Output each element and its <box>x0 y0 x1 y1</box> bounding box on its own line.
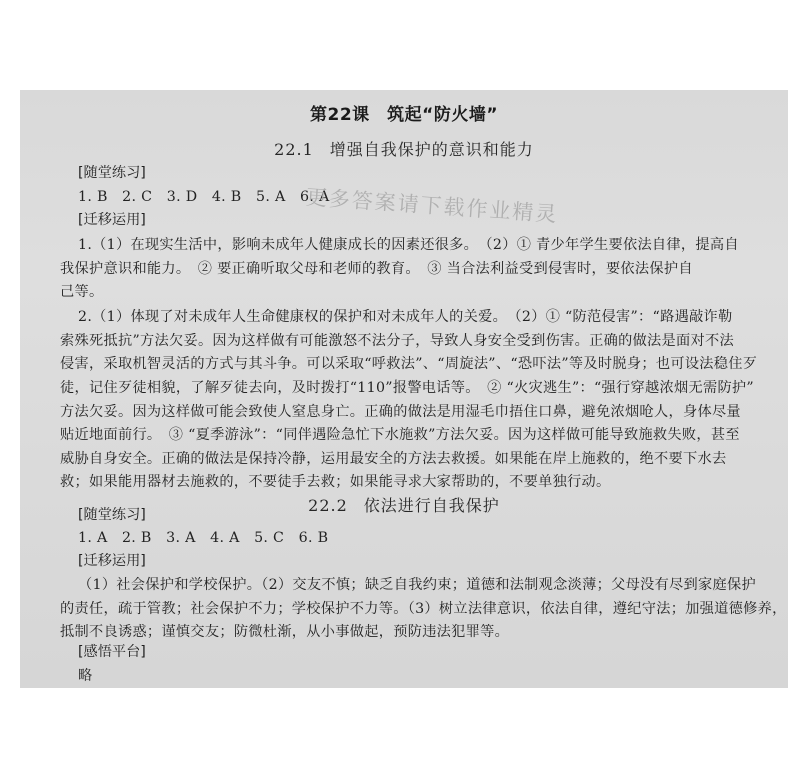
q2-line: 徒，记住歹徒相貌，了解歹徒去向，及时拨打“110”报警电话等。 ② “火灾逃生”：“强行穿越浓烟无需防护” <box>60 380 754 396</box>
section-2-title: 依法进行自我保护 <box>363 496 500 515</box>
q1-line: 己等。 <box>60 284 104 300</box>
q1-line: 我保护意识和能力。 ② 要正确听取父母和老师的教育。 ③ 当合法利益受到侵害时，要依法保护自 <box>60 261 693 277</box>
q2-line: 贴近地面前行。 ③ “夏季游泳”：“同伴遇险急忙下水施救”方法欠妥。因为这样做可能导致施救失败，甚至 <box>60 427 740 443</box>
section-2-practice-label: [随堂练习] <box>78 507 146 523</box>
answer-page <box>20 90 788 688</box>
section-2-reflect-label: [感悟平台] <box>78 644 146 660</box>
section-1-title: 增强自我保护的意识和能力 <box>329 140 534 159</box>
section-2-practice-answers: 1. A 2. B 3. A 4. A 5. C 6. B <box>78 530 329 546</box>
q2-line: 2.（1）体现了对未成年人生命健康权的保护和对未成年人的关爱。 （2）① “防范侵害”：“路遇敲诈勒 <box>78 309 733 325</box>
q2-line: 救；如果能用器材去施救的，不要徒手去救；如果能寻求大家帮助的，不要单独行动。 <box>60 474 611 490</box>
section-1-number: 22.1 <box>274 140 314 159</box>
section-2-apply-label: [迁移运用] <box>78 553 146 569</box>
section-2-answer-line: 抵制不良诱惑；谨慎交友；防微杜渐，从小事做起，预防违法犯罪等。 <box>60 624 510 640</box>
q2-line: 威胁自身安全。正确的做法是保持冷静，运用最安全的方法去救援。如果能在岸上施救的，绝不要下水去 <box>60 451 727 467</box>
section-1-practice-answers: 1. B 2. C 3. D 4. B 5. A 6. A <box>78 189 330 205</box>
section-1-heading <box>20 137 788 160</box>
watermark-text: 更多答案请下载作业精灵 <box>305 185 560 227</box>
section-2-answer-line: 的责任，疏于管教；社会保护不力；学校保护不力等。（3）树立法律意识，依法自律，遵纪守法；加强道德修养， <box>60 601 787 617</box>
section-1-apply-label: [迁移运用] <box>78 212 146 228</box>
q2-line: 侵害，采取机智灵活的方式与其斗争。可以采取“呼救法”、“周旋法”、“恐吓法”等及时脱身；也可设法稳住歹 <box>60 356 758 372</box>
q2-line: 方法欠妥。因为这样做可能会致使人窒息身亡。正确的做法是用湿毛巾捂住口鼻，避免浓烟呛人，身体尽量 <box>60 404 741 420</box>
section-2-number: 22.2 <box>308 496 348 515</box>
lesson-title: 第22课 筑起“防火墙” <box>309 105 498 125</box>
q2-line: 索殊死抵抗”方法欠妥。因为这样做有可能激怒不法分子，导致人身安全受到伤害。正确的做法是面对不法 <box>60 333 734 349</box>
section-2-answer-line: （1）社会保护和学校保护。（2）交友不慎；缺乏自我约束；道德和法制观念淡薄；父母没有尽到家庭保护 <box>78 577 756 593</box>
q1-line: 1.（1）在现实生活中，影响未成年人健康成长的因素还很多。 （2）① 青少年学生要依法自律，提高自 <box>78 237 739 253</box>
section-1-practice-label: [随堂练习] <box>78 165 146 181</box>
section-2-reflect-answer: 略 <box>78 668 93 684</box>
